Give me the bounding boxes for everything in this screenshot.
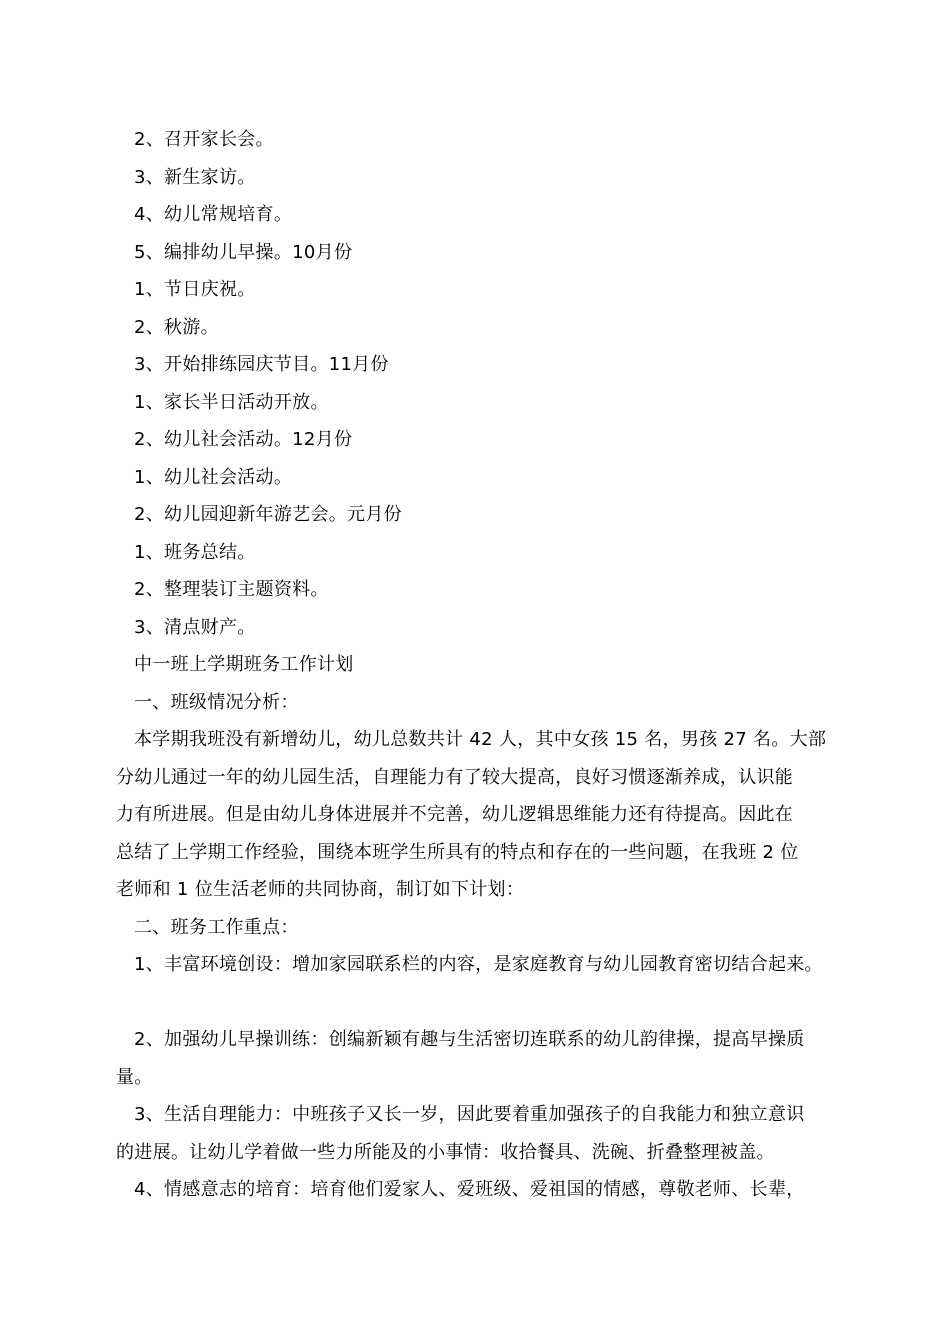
section-two-heading: 二、班务工作重点： (134, 916, 299, 938)
list-item: 2、幼儿园迎新年游艺会。元月份 (134, 504, 402, 525)
paragraph-line: 老师和 1 位生活老师的共同协商，制订如下计划： (116, 879, 525, 900)
paragraph-line: 总结了上学期工作经验，围绕本班学生所具有的特点和存在的一些问题，在我班 2 位 (116, 841, 799, 863)
section-one-heading: 一、班级情况分析： (134, 691, 299, 713)
list-item: 1、班务总结。 (134, 541, 256, 563)
list-item: 2、秋游。 (134, 316, 219, 338)
paragraph-line: 分幼儿通过一年的幼儿园生活，自理能力有了较大提高，良好习惯逐渐养成，认识能 (116, 766, 794, 788)
paragraph-line: 力有所进展。但是由幼儿身体进展并不完善，幼儿逻辑思维能力还有待提高。因此在 (116, 804, 794, 825)
list-item: 3、开始排练园庆节目。11月份 (134, 354, 389, 375)
document-body (116, 121, 856, 1209)
plan-title: 中一班上学期班务工作计划 (134, 654, 354, 675)
list-item: 3、新生家访。 (134, 166, 256, 188)
paragraph-line: 本学期我班没有新增幼儿，幼儿总数共计 42 人，其中女孩 15 名，男孩 27 名。大部 (134, 729, 827, 750)
list-item: 4、幼儿常规培育。 (134, 204, 293, 225)
list-item: 2、召开家长会。 (134, 129, 274, 150)
work-item-1: 1、丰富环境创设：增加家园联系栏的内容，是家庭教育与幼儿园教育密切结合起来。 (134, 954, 823, 975)
list-item: 5、编排幼儿早操。10月份 (134, 241, 353, 263)
list-item: 1、幼儿社会活动。 (134, 466, 293, 488)
list-item: 2、整理装订主题资料。 (134, 579, 329, 600)
work-item-2-line: 量。 (116, 1066, 153, 1088)
work-item-3-line: 的进展。让幼儿学着做一些力所能及的小事情：收拾餐具、洗碗、折叠整理被盖。 (116, 1141, 775, 1163)
list-item: 1、节日庆祝。 (134, 279, 256, 300)
list-item: 3、清点财产。 (134, 616, 256, 638)
work-item-2-line: 2、加强幼儿早操训练：创编新颖有趣与生活密切连联系的幼儿韵律操，提高早操质 (134, 1029, 805, 1050)
work-item-4: 4、情感意志的培育：培育他们爱家人、爱班级、爱祖国的情感，尊敬老师、长辈， (134, 1179, 805, 1200)
list-item: 1、家长半日活动开放。 (134, 391, 329, 413)
work-item-3-line: 3、生活自理能力：中班孩子又长一岁，因此要着重加强孩子的自我能力和独立意识 (134, 1104, 805, 1125)
list-item: 2、幼儿社会活动。12月份 (134, 429, 353, 450)
blank-line (116, 984, 856, 1022)
